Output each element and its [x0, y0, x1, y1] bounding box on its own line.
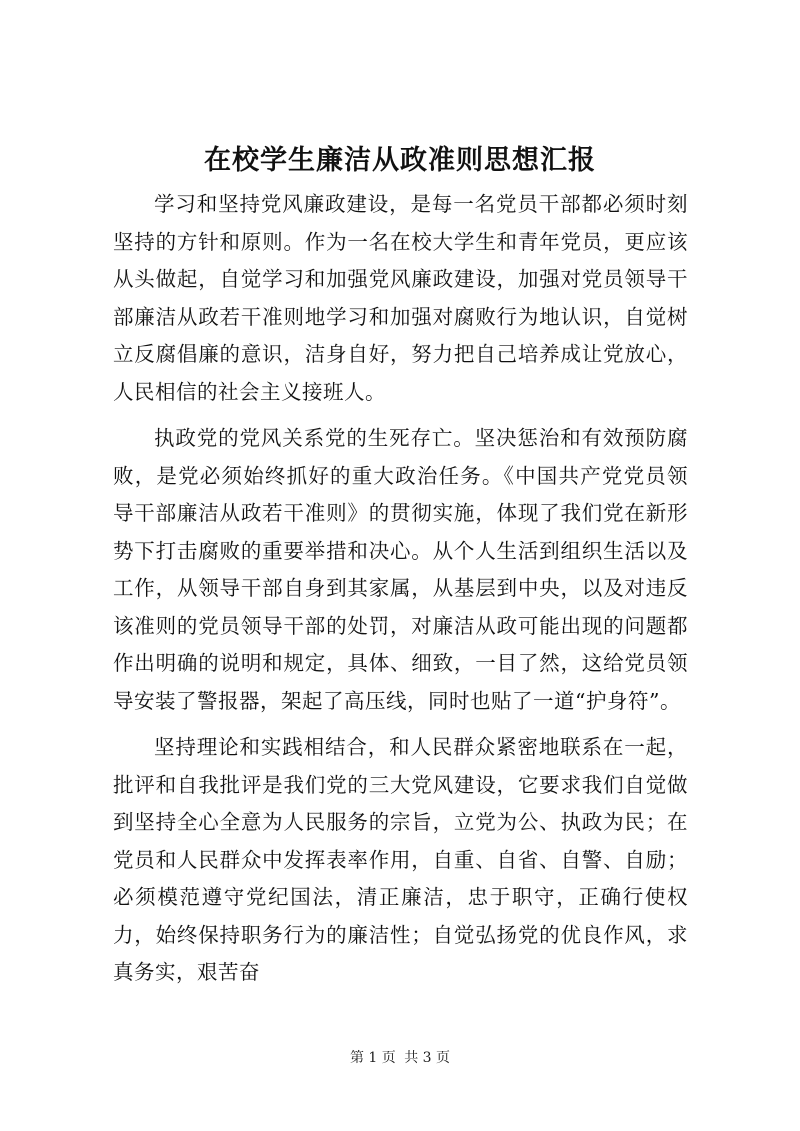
paragraph-3: 坚持理论和实践相结合，和人民群众紧密地联系在一起，批评和自我批评是我们党的三大党风建设，它要求我们自觉做到坚持全心全意为人民服务的宗旨，立党为公、执政为民；在党员和人民群众中发挥表率作用，自重、自省、自警、自励；必须模范遵守党纪国法，清正廉洁，忠于职守，正确行使权力，始终保持职务行为的廉洁性；自觉弘扬党的优良作风，求真务实，艰苦奋: [113, 735, 688, 984]
document-title: 在校学生廉洁从政准则思想汇报: [204, 145, 596, 176]
page-footer: [0, 1048, 800, 1068]
paragraph-1: 学习和坚持党风廉政建设，是每一名党员干部都必须时刻坚持的方针和原则。作为一名在校大学生和青年党员，更应该从头做起，自觉学习和加强党风廉政建设，加强对党员领导干部廉洁从政若干准则地学习和加强对腐败行为地认识，自觉树立反腐倡廉的意识，洁身自好，努力把自己培养成让党放心，人民相信的社会主义接班人。: [113, 192, 688, 404]
document-body: [113, 186, 688, 1001]
paragraph-2: 执政党的党风关系党的生死存亡。坚决惩治和有效预防腐败，是党必须始终抓好的重大政治任务。《中国共产党党员领导干部廉洁从政若干准则》的贯彻实施，体现了我们党在新形势下打击腐败的重要举措和决心。从个人生活到组织生活以及工作，从领导干部自身到其家属，从基层到中央，以及对违反该准则的党员领导干部的处罚，对廉洁从政可能出现的问题都作出明确的说明和规定，具体、细致，一目了然，这给党员领导安装了警报器，架起了高压线，同时也贴了一道“护身符”。: [113, 426, 688, 713]
page-number: 第 1 页: [349, 1050, 396, 1066]
page-total: 共 3 页: [404, 1050, 451, 1066]
